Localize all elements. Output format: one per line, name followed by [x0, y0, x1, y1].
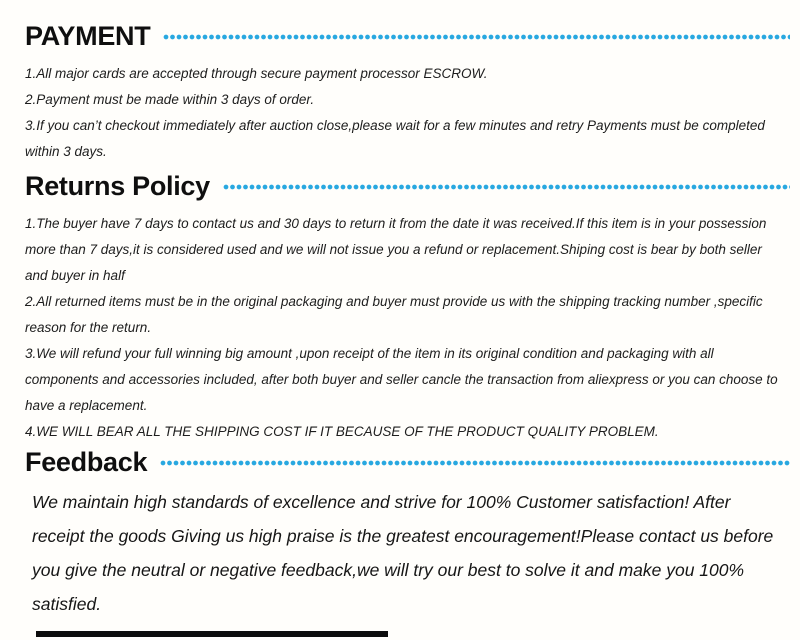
payment-heading-row [25, 20, 790, 52]
dotted-divider [160, 460, 790, 466]
policy-line: within 3 days. [25, 144, 107, 159]
section-feedback [25, 446, 790, 621]
policy-line: receipt the goods Giving us high praise is the greatest encouragement!Please contact us before [32, 526, 774, 546]
feedback-body [25, 485, 790, 621]
policy-line: and buyer in half [25, 268, 125, 283]
policy-line: 1.The buyer have 7 days to contact us and 30 days to return it from the date it was received.If this item is in your possession [25, 216, 767, 231]
returns-policy-heading: Returns Policy [25, 171, 210, 201]
policy-line: reason for the return. [25, 320, 152, 335]
policy-line: 3.If you can’t checkout immediately after auction close,please wait for a few minutes and retry Payments must be completed [25, 118, 765, 133]
policy-line: 2.All returned items must be in the original packaging and buyer must provide us with the shipping tracking number ,specific [25, 294, 763, 309]
policy-line: you give the neutral or negative feedback,we will try our best to solve it and make you 100% [32, 560, 745, 580]
policy-line: have a replacement. [25, 398, 148, 413]
feedback-heading: Feedback [25, 447, 148, 477]
payment-body [25, 61, 790, 165]
returns-heading-row [25, 170, 790, 202]
section-payment [25, 20, 790, 165]
payment-heading: PAYMENT [25, 21, 151, 51]
returns-body [25, 211, 790, 445]
policy-line: We maintain high standards of excellence and strive for 100% Customer satisfaction! After [32, 492, 731, 512]
policy-line: more than 7 days,it is considered used and we will not issue you a refund or replacement.Shiping cost is bear by both seller [25, 242, 762, 257]
policy-line: 3.We will refund your full winning big amount ,upon receipt of the item in its original condition and packaging with all [25, 346, 714, 361]
policy-line: 4.WE WILL BEAR ALL THE SHIPPING COST IF IT BECAUSE OF THE PRODUCT QUALITY PROBLEM. [25, 424, 659, 439]
policy-line: components and accessories included, after both buyer and seller cancle the transaction from aliexpress or you can choose to [25, 372, 778, 387]
feedback-heading-row [25, 446, 790, 478]
policy-line: 1.All major cards are accepted through secure payment processor ESCROW. [25, 66, 488, 81]
section-returns-policy [25, 170, 790, 445]
policy-line: 2.Payment must be made within 3 days of order. [25, 92, 315, 107]
bottom-divider-bar [36, 631, 388, 637]
policy-line: satisfied. [32, 594, 102, 614]
dotted-divider [163, 34, 790, 40]
dotted-divider [223, 184, 790, 190]
